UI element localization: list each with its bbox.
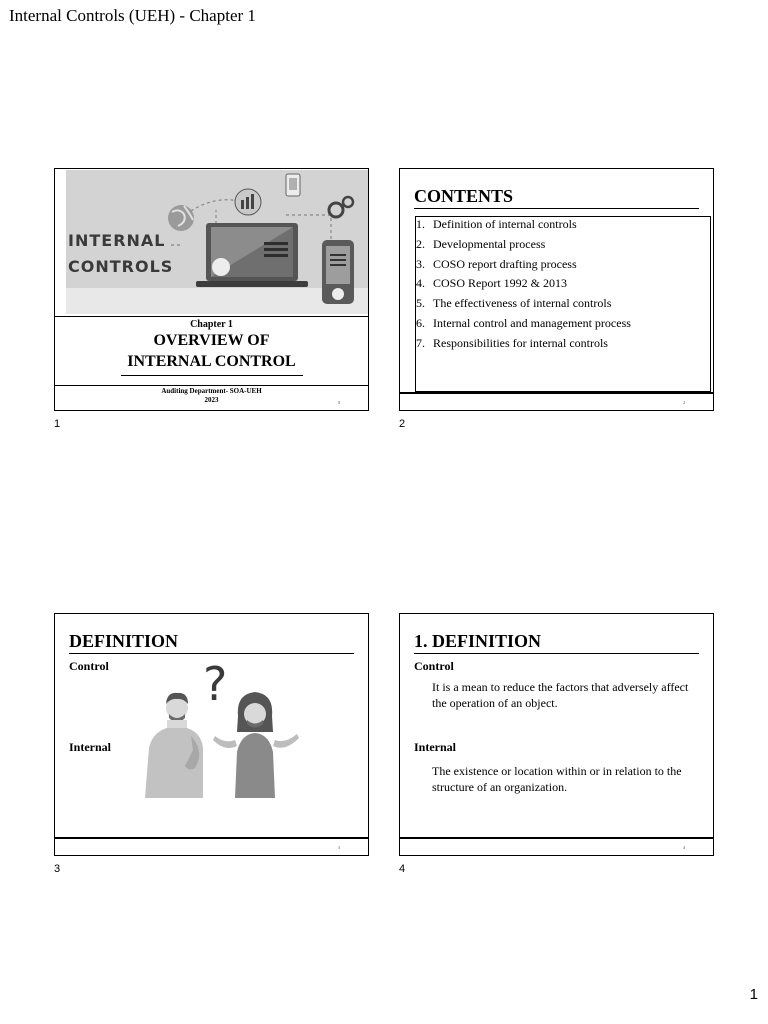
image-text-line-1: INTERNAL bbox=[68, 231, 166, 250]
department-text: Auditing Department- SOA-UEH bbox=[161, 387, 262, 395]
slide-footer bbox=[55, 837, 368, 855]
slide-index-label: 2 bbox=[399, 418, 406, 430]
list-item[interactable]: 1. Definition of internal controls bbox=[416, 217, 577, 231]
slide-footer bbox=[400, 392, 713, 410]
title-box bbox=[55, 316, 368, 386]
slide-title-line-2: INTERNAL CONTROL bbox=[127, 353, 296, 370]
list-item[interactable]: 4. COSO Report 1992 & 2013 bbox=[416, 276, 568, 291]
control-label: Control bbox=[69, 659, 109, 673]
slide-number: 3 bbox=[338, 845, 340, 850]
slide-footer bbox=[55, 384, 368, 410]
slide-heading: 1. DEFINITION bbox=[414, 631, 542, 651]
slide-4-definition[interactable] bbox=[399, 613, 714, 856]
internal-definition: The existence or location within or in relation to the structure of an organization. bbox=[432, 764, 682, 794]
internal-controls-illustration bbox=[66, 170, 368, 314]
slide-2-contents[interactable] bbox=[399, 168, 714, 411]
list-item[interactable]: 5. The effectiveness of internal controls bbox=[416, 296, 612, 311]
contents-box bbox=[415, 216, 711, 392]
list-item[interactable]: 6. Internal control and management process bbox=[416, 315, 631, 330]
year-text: 2023 bbox=[204, 396, 219, 404]
slide-heading: DEFINITION bbox=[69, 631, 179, 651]
document-title: Internal Controls (UEH) - Chapter 1 bbox=[9, 6, 256, 25]
contents-list bbox=[416, 217, 710, 356]
list-item[interactable]: 7. Responsibilities for internal controls bbox=[416, 335, 608, 350]
list-item[interactable]: 2. Developmental process bbox=[416, 236, 546, 251]
slide-1-title[interactable] bbox=[54, 168, 369, 411]
chapter-label: Chapter 1 bbox=[190, 319, 233, 330]
slide-footer bbox=[400, 837, 713, 855]
list-item[interactable]: 3. COSO report drafting process bbox=[416, 256, 577, 271]
heading-divider bbox=[414, 653, 699, 654]
slide-number: 4 bbox=[683, 845, 685, 850]
slide-index-label: 3 bbox=[54, 863, 61, 875]
slide-number: 2 bbox=[683, 400, 685, 405]
slide-index-label: 1 bbox=[54, 418, 61, 430]
svg-text:?: ? bbox=[203, 657, 228, 711]
slide-title-line-1: OVERVIEW OF bbox=[153, 332, 270, 349]
image-text-line-2: CONTROLS bbox=[68, 257, 174, 276]
control-label: Control bbox=[414, 659, 454, 673]
slide-number: 1 bbox=[338, 400, 340, 405]
heading-divider bbox=[414, 208, 699, 209]
slide-heading: CONTENTS bbox=[414, 186, 514, 206]
control-definition: It is a mean to reduce the factors that adversely affect the operation of an object. bbox=[432, 680, 689, 710]
confused-people-illustration bbox=[127, 656, 313, 798]
title-divider bbox=[121, 375, 303, 376]
page-number: 1 bbox=[749, 986, 758, 1003]
slide-3-definition[interactable] bbox=[54, 613, 369, 856]
slide-index-label: 4 bbox=[399, 863, 406, 875]
heading-divider bbox=[69, 653, 354, 654]
internal-label: Internal bbox=[69, 740, 111, 754]
internal-label: Internal bbox=[414, 740, 456, 754]
